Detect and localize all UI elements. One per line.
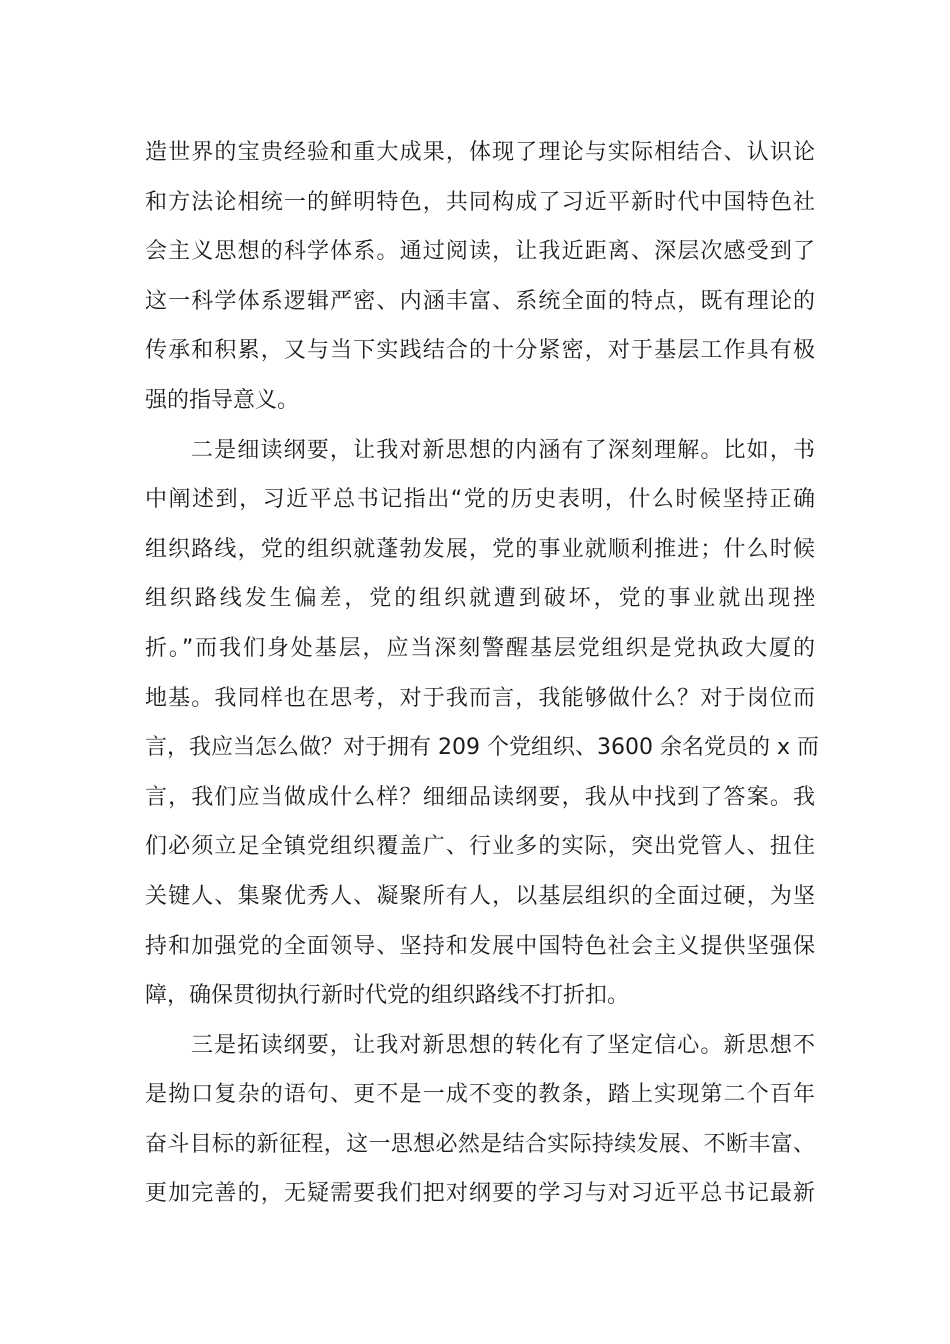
text-line: 地基。我同样也在思考，对于我而言，我能够做什么？对于岗位而 [145, 685, 815, 711]
paragraph-end-line: 强的指导意义。 [145, 387, 300, 413]
text-line: 这一科学体系逻辑严密、内涵丰富、系统全面的特点，既有理论的 [145, 288, 815, 314]
text-line: 中阐述到，习近平总书记指出“党的历史表明，什么时候坚持正确 [145, 487, 815, 513]
text-line: 们必须立足全镇党组织覆盖广、行业多的实际，突出党管人、扭住 [145, 834, 815, 860]
text-line: 更加完善的，无疑需要我们把对纲要的学习与对习近平总书记最新 [145, 1181, 815, 1207]
document-body [145, 128, 819, 1219]
text-line: 组织路线发生偏差，党的组织就遭到破坏，党的事业就出现挫 [145, 586, 815, 612]
text-line: 会主义思想的科学体系。通过阅读，让我近距离、深层次感受到了 [145, 239, 815, 265]
text-line: 是拗口复杂的语句、更不是一成不变的教条，踏上实现第二个百年 [145, 1082, 815, 1108]
text-line: 奋斗目标的新征程，这一思想必然是结合实际持续发展、不断丰富、 [145, 1131, 815, 1157]
text-line: 言，我们应当做成什么样？细细品读纲要，我从中找到了答案。我 [145, 784, 815, 810]
text-line: 言，我应当怎么做？对于拥有 209 个党组织、3600 余名党员的 x 而 [145, 735, 819, 761]
text-line: 和方法论相统一的鲜明特色，共同构成了习近平新时代中国特色社 [145, 189, 815, 215]
text-line: 持和加强党的全面领导、坚持和发展中国特色社会主义提供坚强保 [145, 933, 815, 959]
paragraph-end-line: 障，确保贯彻执行新时代党的组织路线不打折扣。 [145, 983, 630, 1009]
text-line: 造世界的宝贵经验和重大成果，体现了理论与实际相结合、认识论 [145, 140, 815, 165]
paragraph-first-line: 二是细读纲要，让我对新思想的内涵有了深刻理解。比如，书 [191, 437, 815, 463]
paragraph-first-line: 三是拓读纲要，让我对新思想的转化有了坚定信心。新思想不 [191, 1032, 815, 1058]
text-line: 折。”而我们身处基层，应当深刻警醒基层党组织是党执政大厦的 [145, 635, 815, 661]
text-line: 传承和积累，又与当下实践结合的十分紧密，对于基层工作具有极 [145, 338, 815, 364]
text-line: 组织路线，党的组织就蓬勃发展，党的事业就顺利推进；什么时候 [145, 536, 815, 562]
text-line: 关键人、集聚优秀人、凝聚所有人，以基层组织的全面过硬，为坚 [145, 883, 815, 909]
